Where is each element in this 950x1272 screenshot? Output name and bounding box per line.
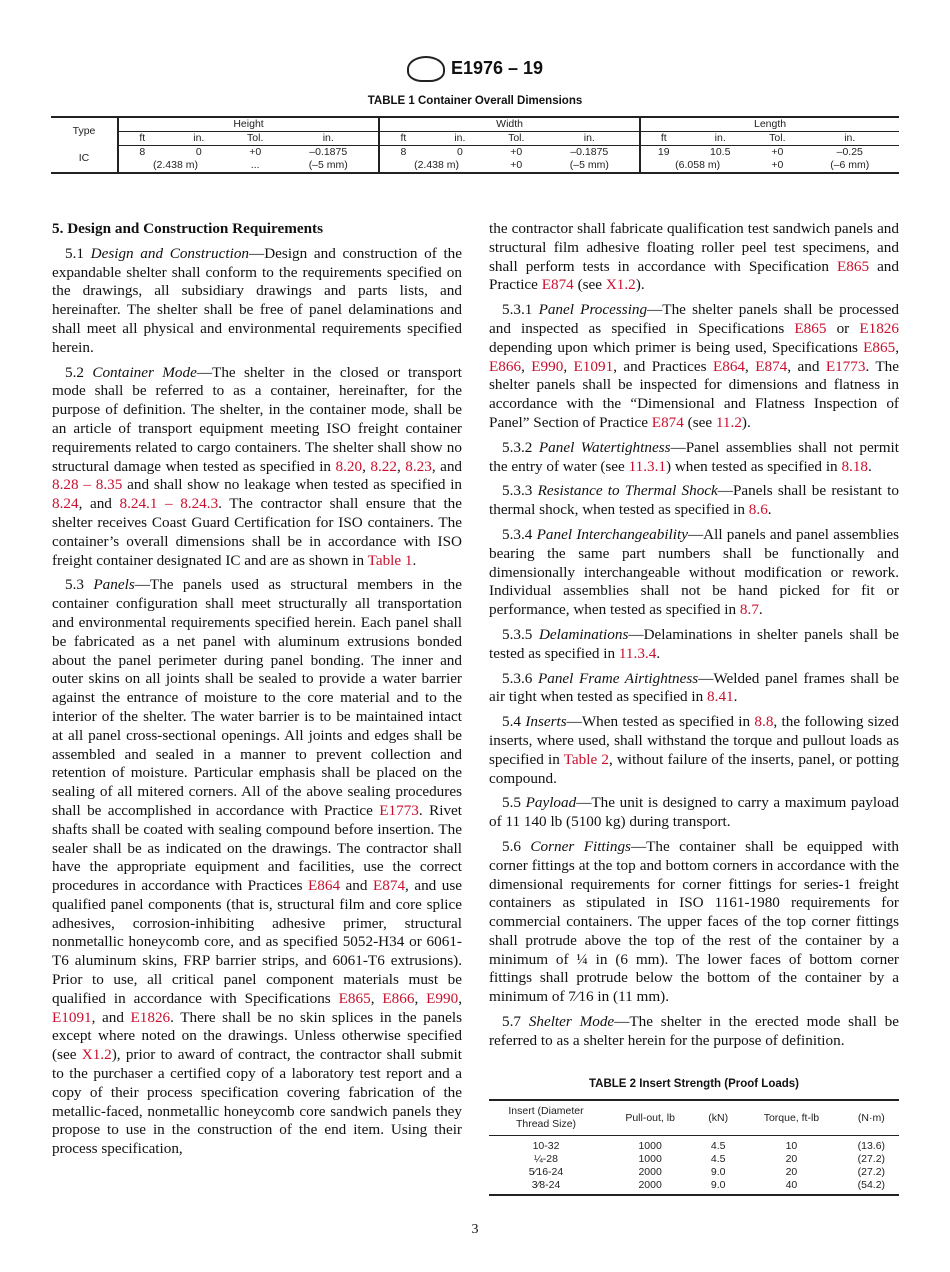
text: the contractor shall fabricate qualification test sandwich panels and structural film adhesive floating roller peel test specimens, and shall perform tests in accordance with Specification (489, 220, 899, 275)
table-cell: 4.5 (710, 1153, 726, 1166)
table-cell: +0 (771, 159, 784, 171)
text: 5.1 (65, 244, 91, 262)
paragraph-title: Shelter Mode (528, 1013, 615, 1031)
link[interactable]: 8.28 – 8.35 (52, 476, 123, 494)
table-cell: (27.2) (857, 1153, 886, 1166)
link[interactable]: E874 (651, 413, 684, 431)
text: —The shelter panels shall be processed and inspected as specified in Specifications (489, 301, 900, 337)
column-header: in. (539, 132, 640, 146)
link[interactable]: E1826 (859, 319, 899, 337)
table1 (51, 116, 899, 174)
table2-block (489, 1075, 899, 1197)
text: 5.3.6 (502, 669, 538, 687)
link[interactable]: 11.2 (715, 413, 742, 431)
link[interactable]: 8.8 (754, 713, 774, 731)
table-cell: 10.5 (710, 146, 731, 158)
paragraph-title: Panel Watertightness (538, 438, 671, 456)
paragraph (489, 439, 899, 477)
link[interactable]: 8.18 (841, 457, 869, 475)
group-header: Length (640, 117, 899, 132)
text: 5.3.4 (502, 525, 537, 543)
table-cell: 1000 (638, 1153, 662, 1166)
table-cell: 40 (785, 1179, 798, 1192)
text: —Delaminations in shelter panels shall be tested as specified in (489, 625, 899, 662)
link[interactable]: 8.24 (52, 495, 79, 513)
column-header: in. (166, 132, 232, 146)
table-cell: 5⁄16-24 (528, 1166, 564, 1179)
paragraph-title: Container Mode (92, 363, 197, 381)
column-header: ft (118, 132, 166, 146)
table-cell: (54.2) (857, 1179, 886, 1192)
text: and (340, 877, 373, 895)
table-cell: –0.25 (836, 146, 863, 158)
paragraph (489, 713, 899, 788)
column-header: (kN) (697, 1100, 739, 1136)
table-cell: 0 (195, 146, 202, 158)
column-header: in. (801, 132, 899, 146)
table-cell: 2000 (638, 1179, 662, 1192)
link[interactable]: 8.7 (739, 601, 759, 619)
text: ) when tested as specified in (665, 457, 842, 475)
table-cell: (13.6) (857, 1140, 886, 1153)
table-row (489, 1136, 899, 1154)
type-cell: IC (51, 146, 118, 174)
text: ). (741, 413, 751, 431)
link[interactable]: 8.24.1 – 8.24.3 (119, 495, 219, 513)
text: —The shelter in the erected mode shall be referred to as a shelter herein for the purpose of definition. (489, 1013, 899, 1049)
link[interactable]: E1826 (130, 1008, 171, 1026)
text: 5.3.1 (502, 301, 539, 319)
column-header: Tol. (232, 132, 278, 146)
text: . (412, 551, 417, 569)
link[interactable]: E1773 (825, 357, 866, 375)
table-cell: (2.438 m) (153, 159, 198, 171)
link[interactable]: E865 (863, 338, 896, 356)
table-cell: +0 (510, 159, 523, 171)
text: —When tested as specified in (566, 713, 755, 731)
text: . (656, 644, 661, 662)
text: . (767, 501, 772, 519)
text: 5.2 (65, 363, 93, 381)
table-cell: 20 (785, 1166, 798, 1179)
table-cell: 10-32 (532, 1140, 560, 1153)
text: . (758, 601, 763, 619)
text: (see (573, 276, 606, 294)
paragraph (489, 794, 899, 832)
table-cell: (–5 mm) (539, 159, 640, 173)
text: , without failure of the inserts, panel, or potting compound. (489, 750, 900, 787)
text: , (521, 357, 532, 375)
link[interactable]: E1091 (573, 357, 614, 375)
text: . Rivet shafts shall be coated with sealing compound before insertion. The sealer shall be as indicated on the drawings. The contractor shall have the appropriate equipment and facilities, use the correct procedures in accordance with Practices (52, 801, 462, 895)
text: —Welded panel frames shall be air tight when tested as specified in (489, 669, 899, 706)
text: 5.3.2 (502, 438, 539, 456)
table-cell: +0 (510, 146, 523, 158)
text: 5.3 (65, 576, 94, 594)
table-cell: 10 (785, 1140, 798, 1153)
column-header: Insert (Diameter Thread Size) (489, 1100, 603, 1136)
table-cell: 8 (400, 146, 407, 158)
text: depending upon which primer is being used, Specifications (489, 338, 864, 356)
table-cell: ... (250, 159, 260, 171)
paragraph (489, 1013, 899, 1051)
table-cell: +0 (249, 146, 262, 158)
text: , and (91, 1008, 131, 1026)
text: . There shall be no skin splices in the panels except where noted on the drawings. Unless otherwise specified (see (52, 1008, 462, 1064)
text: and shall show no leakage when tested as specified in (122, 476, 463, 494)
text: , and (431, 457, 463, 475)
link[interactable]: Table 2 (563, 750, 609, 768)
text: —The panels used as structural members in the container configuration shall meet structurally all transportation and environmental requirements specified herein. Each panel shall be fabricated as a net panel with aluminum extrusions bonded about the panel perimeter during panel bonding. The inner and outer skins on all joints shall be sealed to provide a water barrier against the entrance of moisture to the core material and to the interior of the shelter. The water barrier is to be maintained intact at all panel cross-sectional openings. All joints and edges shall be assembled and sealed in a manner to prevent collection and retention of moisture. Particular emphasis shall be placed on the sealing of all mitered corners. All of the above sealing procedures shall be accomplished in accordance with Practice (52, 576, 463, 819)
table-cell: (–6 mm) (830, 159, 870, 171)
text: —The unit is designed to carry a maximum payload of 11 140 lb (5100 kg) during transport. (489, 794, 900, 831)
paragraph-title: Payload (525, 794, 577, 812)
column-header: in. (278, 132, 379, 146)
column-header: Tol. (754, 132, 800, 146)
text: , (414, 989, 427, 1007)
column-header: in. (686, 132, 754, 146)
link[interactable]: E864 (712, 357, 746, 375)
link[interactable]: 11.3.4 (618, 644, 657, 662)
paragraph (489, 220, 899, 295)
text: . (733, 688, 738, 706)
left-column (52, 220, 462, 1165)
column-header: ft (379, 132, 427, 146)
right-column (489, 220, 899, 1196)
link[interactable]: 8.41 (707, 688, 734, 706)
column-header: Torque, ft-lb (739, 1100, 844, 1136)
paragraph (489, 482, 899, 520)
text: , and use qualified panel components (that is, structural film and core splice adhesives, corrosion-inhibiting adhesive primer, structural nonmetallic honeycomb core, and as specified 5052-H34 or 6061-T6 aluminum skins, FRP barrier strips, and 6061-T6 extrusions). Prior to use, all critical panel component materials must be qualified in accordance with Specifications (52, 877, 462, 1007)
text: , (563, 357, 574, 375)
paragraph-title: Panels (93, 576, 135, 594)
paragraph-title: Panel Processing (538, 301, 648, 319)
text: —Panels shall be resistant to thermal shock, when tested as specified in (489, 482, 899, 519)
table-row (489, 1166, 899, 1179)
text: , (396, 457, 406, 475)
paragraph (52, 364, 462, 571)
text: (see (683, 413, 716, 431)
table-cell: 1000 (638, 1140, 662, 1153)
table-cell: (–5 mm) (278, 159, 379, 173)
link[interactable]: 8.6 (748, 501, 768, 519)
text: , (362, 457, 371, 475)
paragraph (489, 670, 899, 708)
table-cell: –0.1875 (278, 146, 379, 160)
text: , (458, 989, 463, 1007)
paragraph (489, 301, 899, 433)
link[interactable]: E874 (372, 877, 406, 895)
section-heading: 5. Design and Construction Requirements (52, 220, 324, 237)
link[interactable]: E864 (308, 877, 341, 895)
text: , and Practices (613, 357, 713, 375)
paragraph-title: Inserts (525, 713, 567, 731)
text: and Practice (489, 257, 899, 294)
text: 5.3.5 (502, 625, 539, 643)
column-header: ft (640, 132, 686, 146)
table-cell: 2000 (638, 1166, 662, 1179)
text: ), prior to award of contract, the contractor shall submit to the purchaser a certified copy of a laboratory test report and a copy of their process specification covering fabrication of the metallic-faced, nonmetallic honeycomb core sandwich panels they propose to use in the construction of the end item. Using their process specification, (52, 1046, 462, 1158)
text: , and (787, 357, 826, 375)
text: —The container shall be equipped with corner fittings at the top and bottom corners in accordance with the dimensional requirements for corner fittings for series-1 freight containers as stipulated in ISO 1161-1980 requirements for commercial containers. The upper faces of the top corner fittings shall protrude above the top of the rest of the container by a minimum of ¼ in (6 mm). The lower faces of bottom corner fittings shall protrude below the bottom of the container by a minimum of 7⁄16 in (11 mm). (489, 837, 899, 1006)
table-cell: 9.0 (710, 1166, 726, 1179)
text: —Design and construction of the expandable shelter shall conform to the requirements specified on the drawings, all subsidiary drawings and parts lists, and hereinafter. The shelter shall be free of panel delaminations and shall meet all physical and environmental requirements specified herein. (52, 244, 462, 356)
text: , the following sized inserts, where used, shall withstand the torque and pullout loads as specified in (489, 713, 899, 768)
group-header: Width (379, 117, 640, 132)
link[interactable]: E990 (531, 357, 564, 375)
text: —All panels and panel assemblies bearing the same part numbers shall be functionally and dimensionally interchangeable without modification or rework. Individual assemblies shall not be hand picked for fit or performance, when tested as specified in (489, 525, 900, 619)
paragraph-title: Design and Construction (90, 244, 250, 262)
text: 5.5 (502, 794, 526, 812)
text: . (868, 457, 872, 475)
paragraph (489, 526, 899, 620)
paragraph-title: Panel Frame Airtightness (537, 669, 699, 687)
table-cell: 20 (785, 1153, 798, 1166)
link[interactable]: E1091 (52, 1008, 92, 1026)
document-id: E1976 – 19 (450, 57, 544, 78)
text: —Panel assemblies shall not permit the entry of water (see (489, 438, 899, 475)
link[interactable]: 8.23 (405, 457, 432, 475)
text: . The shelter panels shall be inspected for dimensions and flatness in accordance with the “Dimensional and Flatness Inspection of Panel” Section of Practice (489, 357, 900, 431)
table-cell: 4.5 (710, 1140, 726, 1153)
paragraph (489, 626, 899, 664)
paragraph-title: Panel Interchangeability (536, 525, 688, 543)
text: —The shelter in the closed or transport mode shall be referred to as a container, hereinafter, for the purpose of definition. The shelter, in the container mode, shall be an article of transport equipment meeting ISO freight container requirements related to cargo containers. The shelter shall show no structural damage when tested as specified in (52, 363, 462, 475)
table-row (489, 1179, 899, 1195)
link[interactable]: E874 (541, 276, 574, 294)
text: 5.7 (502, 1013, 529, 1031)
table-cell: +0 (771, 146, 784, 158)
link[interactable]: E866 (382, 989, 415, 1007)
table-cell: (27.2) (857, 1166, 886, 1179)
link[interactable]: E865 (836, 257, 870, 275)
text: , (370, 989, 383, 1007)
link[interactable]: X1.2 (81, 1046, 112, 1064)
link[interactable]: 11.3.1 (628, 457, 666, 475)
paragraph-title: Delaminations (538, 625, 629, 643)
text: . The contractor shall ensure that the shelter receives Coast Guard Certification for ISO containers. The container’s overall dimensions shall be in accordance with ISO freight container designated IC and are as shown in (52, 495, 463, 569)
link[interactable]: E865 (794, 319, 827, 337)
text: , and (78, 495, 120, 513)
text: ). (635, 276, 645, 294)
page-number: 3 (471, 1222, 479, 1237)
table-cell: –0.1875 (539, 146, 640, 160)
text: 5.3.3 (502, 482, 538, 500)
table-cell: (6.058 m) (675, 159, 721, 171)
table-cell: 19 (657, 146, 670, 158)
table-row (489, 1153, 899, 1166)
link[interactable]: E990 (426, 989, 459, 1007)
type-header: Type (51, 117, 118, 146)
paragraph (52, 245, 462, 358)
text: , (745, 357, 756, 375)
astm-logo (407, 56, 445, 82)
text: 5.4 (502, 713, 526, 731)
column-header: Tol. (493, 132, 539, 146)
paragraph (52, 576, 462, 1159)
column-header: Pull-out, lb (603, 1100, 697, 1136)
link[interactable]: 8.22 (370, 457, 397, 475)
paragraph-title: Corner Fittings (530, 837, 631, 855)
column-header: in. (427, 132, 493, 146)
table-cell: 0 (456, 146, 463, 158)
link[interactable]: E874 (755, 357, 788, 375)
table-cell: ¼-28 (534, 1153, 558, 1166)
link[interactable]: Table 1 (367, 551, 413, 569)
table-cell: 9.0 (710, 1179, 726, 1192)
table2-title: TABLE 2 Insert Strength (Proof Loads) (589, 1077, 799, 1090)
table-cell: (2.438 m) (414, 159, 460, 171)
link[interactable]: E865 (338, 989, 371, 1007)
paragraph-title: Resistance to Thermal Shock (537, 482, 718, 500)
link[interactable]: X1.2 (605, 276, 636, 294)
link[interactable]: E1773 (379, 801, 419, 819)
text: or (826, 319, 860, 337)
text: 5.6 (502, 837, 531, 855)
table2 (489, 1099, 899, 1196)
document-header (0, 56, 950, 82)
text: , (895, 338, 899, 356)
link[interactable]: E866 (489, 357, 522, 375)
column-header: (N·m) (844, 1100, 899, 1136)
link[interactable]: 8.20 (335, 457, 363, 475)
paragraph (489, 838, 899, 1007)
table-cell: 3⁄8-24 (531, 1179, 561, 1192)
table-cell: 8 (139, 146, 146, 158)
table1-title: TABLE 1 Container Overall Dimensions (367, 95, 583, 107)
group-header: Height (118, 117, 379, 132)
